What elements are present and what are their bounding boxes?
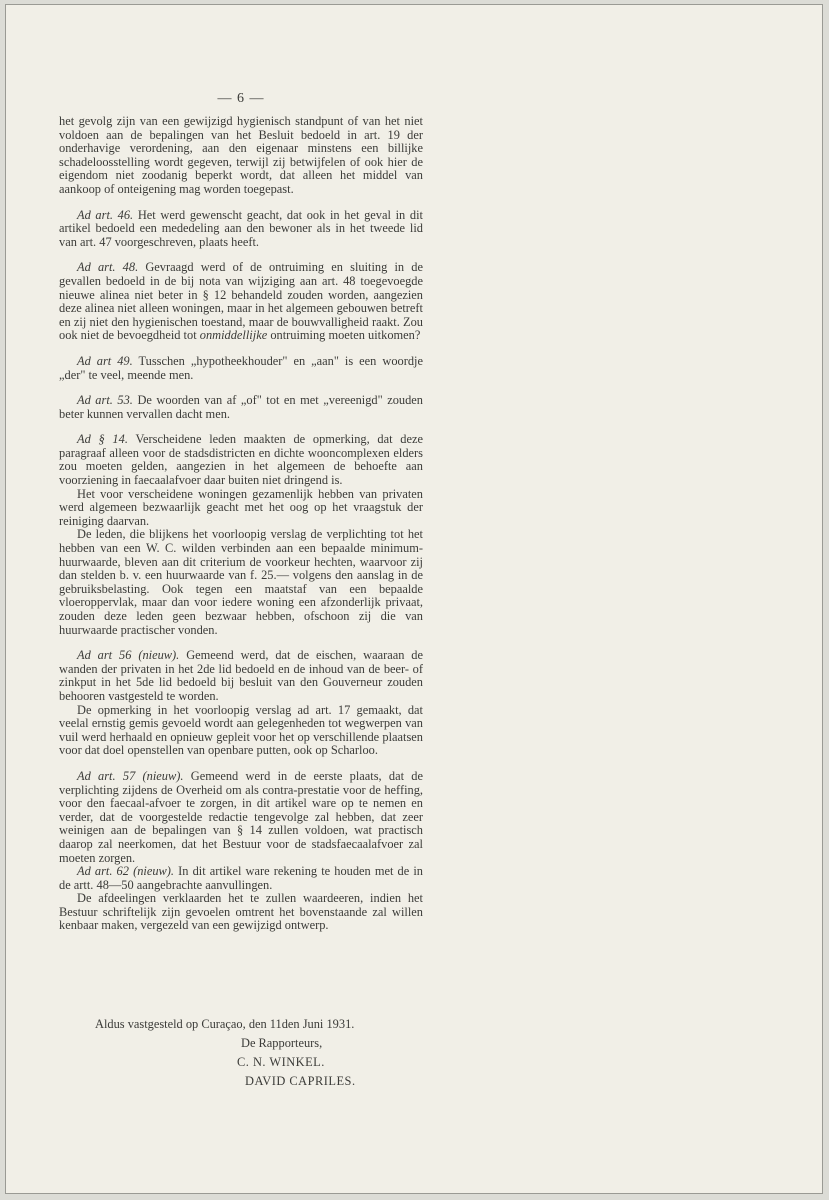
body-text [59, 115, 423, 933]
signoff-role: De Rapporteurs, [241, 1036, 323, 1050]
document-page [5, 4, 823, 1194]
signatory-name: C. N. WINKEL. [237, 1055, 325, 1069]
paragraph-text: Gevraagd werd of de ontruiming en sluiting in de gevallen bedoeld in de bij nota van wijziging aan art. 48 toegevoegde nieuwe alinea niet beter in § 12 behandeld zouden worden, aangezien deze alinea niet alleen woningen, maar in het algemeen gebouwen betreft en zij niet den hygienischen toestand, maar de bouwvalligheid raakt. Zou ook niet de bevoegdheid tot [59, 260, 423, 343]
paragraph-text: Gemeend werd in de eerste plaats, dat de verplichting zijdens de Overheid om als contra-prestatie voor de heffing, voor den faecaal-afvoer te zorgen, in dit artikel ware op te nemen en verder, dat de voorgestelde redactie tengevolge zal hebben, dat zeer weinigen aan de bepalingen van § 14 zullen voldoen, wat practisch daarop zal neerkomen, dat het Bestuur voor de stadsfaecaalafvoer zal moeten zorgen. [59, 768, 424, 865]
emphasis-text: onmiddellijke [199, 328, 268, 343]
article-ref: Ad art. 46. [77, 207, 134, 222]
paragraph-text: Tusschen „hypotheekhouder" en „aan" is een woordje „der" te veel, meende men. [59, 353, 423, 382]
paragraph: De leden, die blijkens het voorloopig verslag de verplichting tot het hebben van een W. C. wilden verbinden aan een bepaalde minimum-huurwaarde, bleven aan dit criterium de voorkeur hechten, waarvoor zij dan stelden b. v. een huurwaarde van f. 25.— volgens den aanslag in de gebruiksbelasting. Ook tegen een maatstaf van een bepaalde vloeroppervlak, maar dan voor iedere woning een afzonderlijk privaat, zouden deze leden geen bezwaar hebben, ofschoon zij die van huurwaarde practischer vonden. [59, 527, 423, 637]
article-ref: Ad art. 48. [77, 260, 139, 275]
paragraph-text: Verscheidene leden maakten de opmerking, dat deze paragraaf alleen voor de stadsdistricten en dichte wooncomplexen elders zou moeten gelden, aangezien in het algemeen de behoefte aan voorziening in faecaalafvoer daar buiten niet dringend is. [59, 432, 423, 488]
signoff-place-date: Aldus vastgesteld op Curaçao, den 11den Juni 1931. [95, 1017, 355, 1031]
paragraph-text-end: ontruiming moeten uitkomen? [270, 328, 421, 343]
paragraph: het gevolg zijn van een gewijzigd hygienisch standpunt of van het niet voldoen aan de bepalingen van het Besluit bedoeld in art. 19 der onderhavige verordening, aan den eigenaar minstens een billijke schadeloosstelling wordt gegeven, terwijl zij betwijfelen of ook hier de eigendom niet zoodanig beperkt wordt, dat alleen het middel van aankoop of onteigening mag worden toegepast. [59, 114, 423, 196]
paragraph-ad-art-49 [59, 355, 423, 382]
paragraph-ad-art-46 [59, 209, 423, 250]
paragraph: De afdeelingen verklaarden het te zullen waardeeren, indien het Bestuur schriftelijk zijn gevoelen omtrent het bovenstaande zal willen kenbaar maken, vergezeld van een gewijzigd ontwerp. [59, 891, 423, 933]
paragraph-ad-art-53 [59, 394, 423, 421]
signoff [59, 1017, 423, 1088]
article-ref: Ad art 49. [77, 353, 133, 368]
paragraph-ad-art-48 [59, 261, 423, 343]
paragraph-text: In dit artikel ware rekening te houden met de in de artt. 48—50 aangebrachte aanvullingen. [59, 864, 423, 892]
paragraph-ad-art-62 [59, 865, 423, 892]
paragraph-ad-art-57 [59, 770, 423, 865]
article-ref: Ad art. 62 (nieuw). [77, 864, 175, 879]
paragraph-ad-par-14 [59, 433, 423, 487]
paragraph-text: De woorden van af „of" tot en met „vereenigd" zouden beter kunnen vervallen dacht men. [59, 393, 423, 421]
signatory-name: DAVID CAPRILES. [245, 1074, 356, 1088]
article-ref: Ad art. 53. [77, 393, 133, 408]
article-ref: Ad § 14. [77, 432, 128, 447]
paragraph: De opmerking in het voorloopig verslag ad art. 17 gemaakt, dat veelal ernstig gemis gevoeld wordt aan gelegenheden tot wegwerpen van vuil werd herhaald en opnieuw gepleit voor het op verschillende plaatsen voor dat doel openstellen van openbare putten, ook op Scharloo. [59, 702, 423, 758]
paragraph-text: Gemeend werd, dat de eischen, waaraan de wanden der privaten in het 2de lid bedoeld en de inhoud van de beer- of zinkput in het 5de lid bedoeld bij besluit van den Gouverneur zouden behooren vastgesteld te worden. [59, 648, 423, 703]
article-ref: Ad art. 57 (nieuw). [77, 768, 184, 783]
article-ref: Ad art 56 (nieuw). [77, 648, 180, 663]
paragraph-text: Het werd gewenscht geacht, dat ook in het geval in dit artikel bedoeld een mededeling aan den bewoner als in het tweede lid van art. 47 voorgeschreven, plaats heeft. [59, 207, 423, 249]
page-number: — 6 — [217, 91, 265, 106]
paragraph-ad-art-56 [59, 649, 423, 703]
paragraph: Het voor verscheidene woningen gezamenlijk hebben van privaten werd algemeen bezwaarlijk geacht met het oog op het vraagstuk der reiniging daarvan. [59, 486, 423, 528]
